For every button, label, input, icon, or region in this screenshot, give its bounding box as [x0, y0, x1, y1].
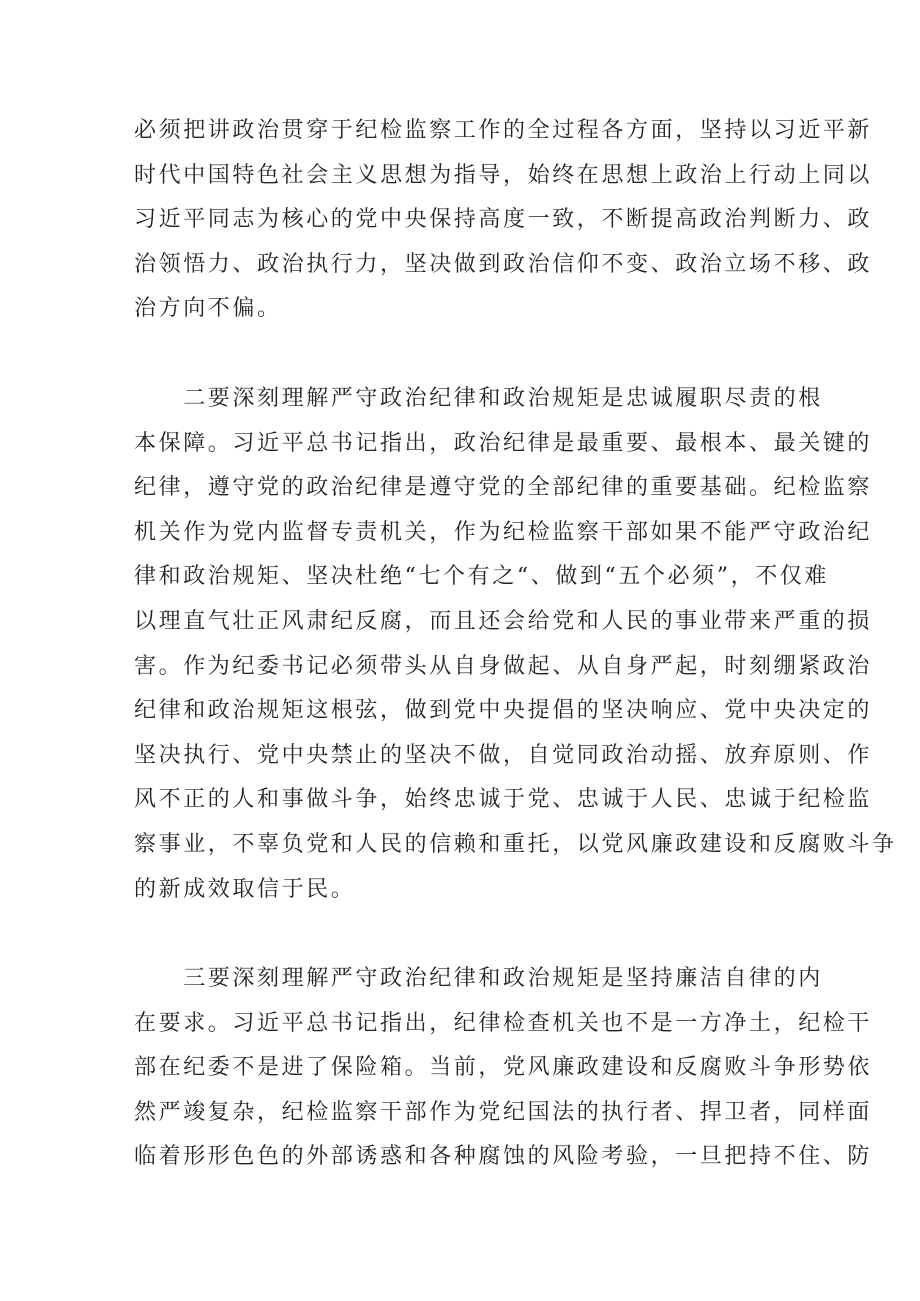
text-line: 二要深刻理解严守政治纪律和政治规矩是忠诚履职尽责的根	[134, 386, 823, 411]
text-line: 必须把讲政治贯穿于纪检监察工作的全过程各方面，坚持以习近平新	[134, 118, 873, 143]
text-line: 察事业，不辜负党和人民的信赖和重托，以党风廉政建设和反腐败斗争	[134, 831, 897, 857]
text-line: 纪律，遵守党的政治纪律是遵守党的全部纪律的重要基础。纪检监察	[134, 475, 873, 501]
text-line: 坚决执行、党中央禁止的坚决不做，自觉同政治动摇、放弃原则、作	[134, 742, 873, 768]
text-line: 的新成效取信于民。	[134, 876, 356, 902]
text-line: 本保障。习近平总书记指出，政治纪律是最重要、最根本、最关键的	[134, 430, 873, 456]
text-line: 治领悟力、政治执行力，坚决做到政治信仰不变、政治立场不移、政	[134, 251, 873, 277]
paragraph-2	[134, 377, 897, 912]
text-line: 然严竣复杂，纪检监察干部作为党纪国法的执行者、捍卫者，同样面	[134, 1099, 873, 1125]
text-line: 时代中国特色社会主义思想为指导，始终在思想上政治上行动上同以	[134, 162, 873, 188]
text-line: 风不正的人和事做斗争，始终忠诚于党、忠诚于人民、忠诚于纪检监	[134, 787, 873, 813]
text-line: 临着形形色色的外部诱惑和各种腐蚀的风险考验，一旦把持不住、防	[134, 1144, 873, 1170]
text-line: 纪律和政治规矩这根弦，做到党中央提倡的坚决响应、党中央决定的	[134, 698, 873, 724]
paragraph-1	[134, 109, 873, 332]
text-line: 三要深刻理解严守政治纪律和政治规矩是坚持廉洁自律的内	[134, 966, 823, 991]
text-line: 习近平同志为核心的党中央保持高度一致，不断提高政治判断力、政	[134, 207, 873, 233]
text-line: 律和政治规矩、坚决杜绝“七个有之“、做到“五个必须”，不仅难	[134, 564, 829, 590]
paragraph-3	[134, 957, 873, 1180]
text-line: 部在纪委不是进了保险箱。当前，党风廉政建设和反腐败斗争形势依	[134, 1055, 873, 1081]
text-line: 以理直气壮正风肃纪反腐，而且还会给党和人民的事业带来严重的损	[134, 608, 873, 634]
text-line: 在要求。习近平总书记指出，纪律检查机关也不是一方净土，纪检干	[134, 1010, 873, 1036]
text-line: 机关作为党内监督专责机关，作为纪检监察干部如果不能严守政治纪	[134, 519, 873, 545]
text-line: 治方向不偏。	[134, 296, 282, 322]
text-line: 害。作为纪委书记必须带头从自身做起、从自身严起，时刻绷紧政治	[134, 653, 873, 679]
